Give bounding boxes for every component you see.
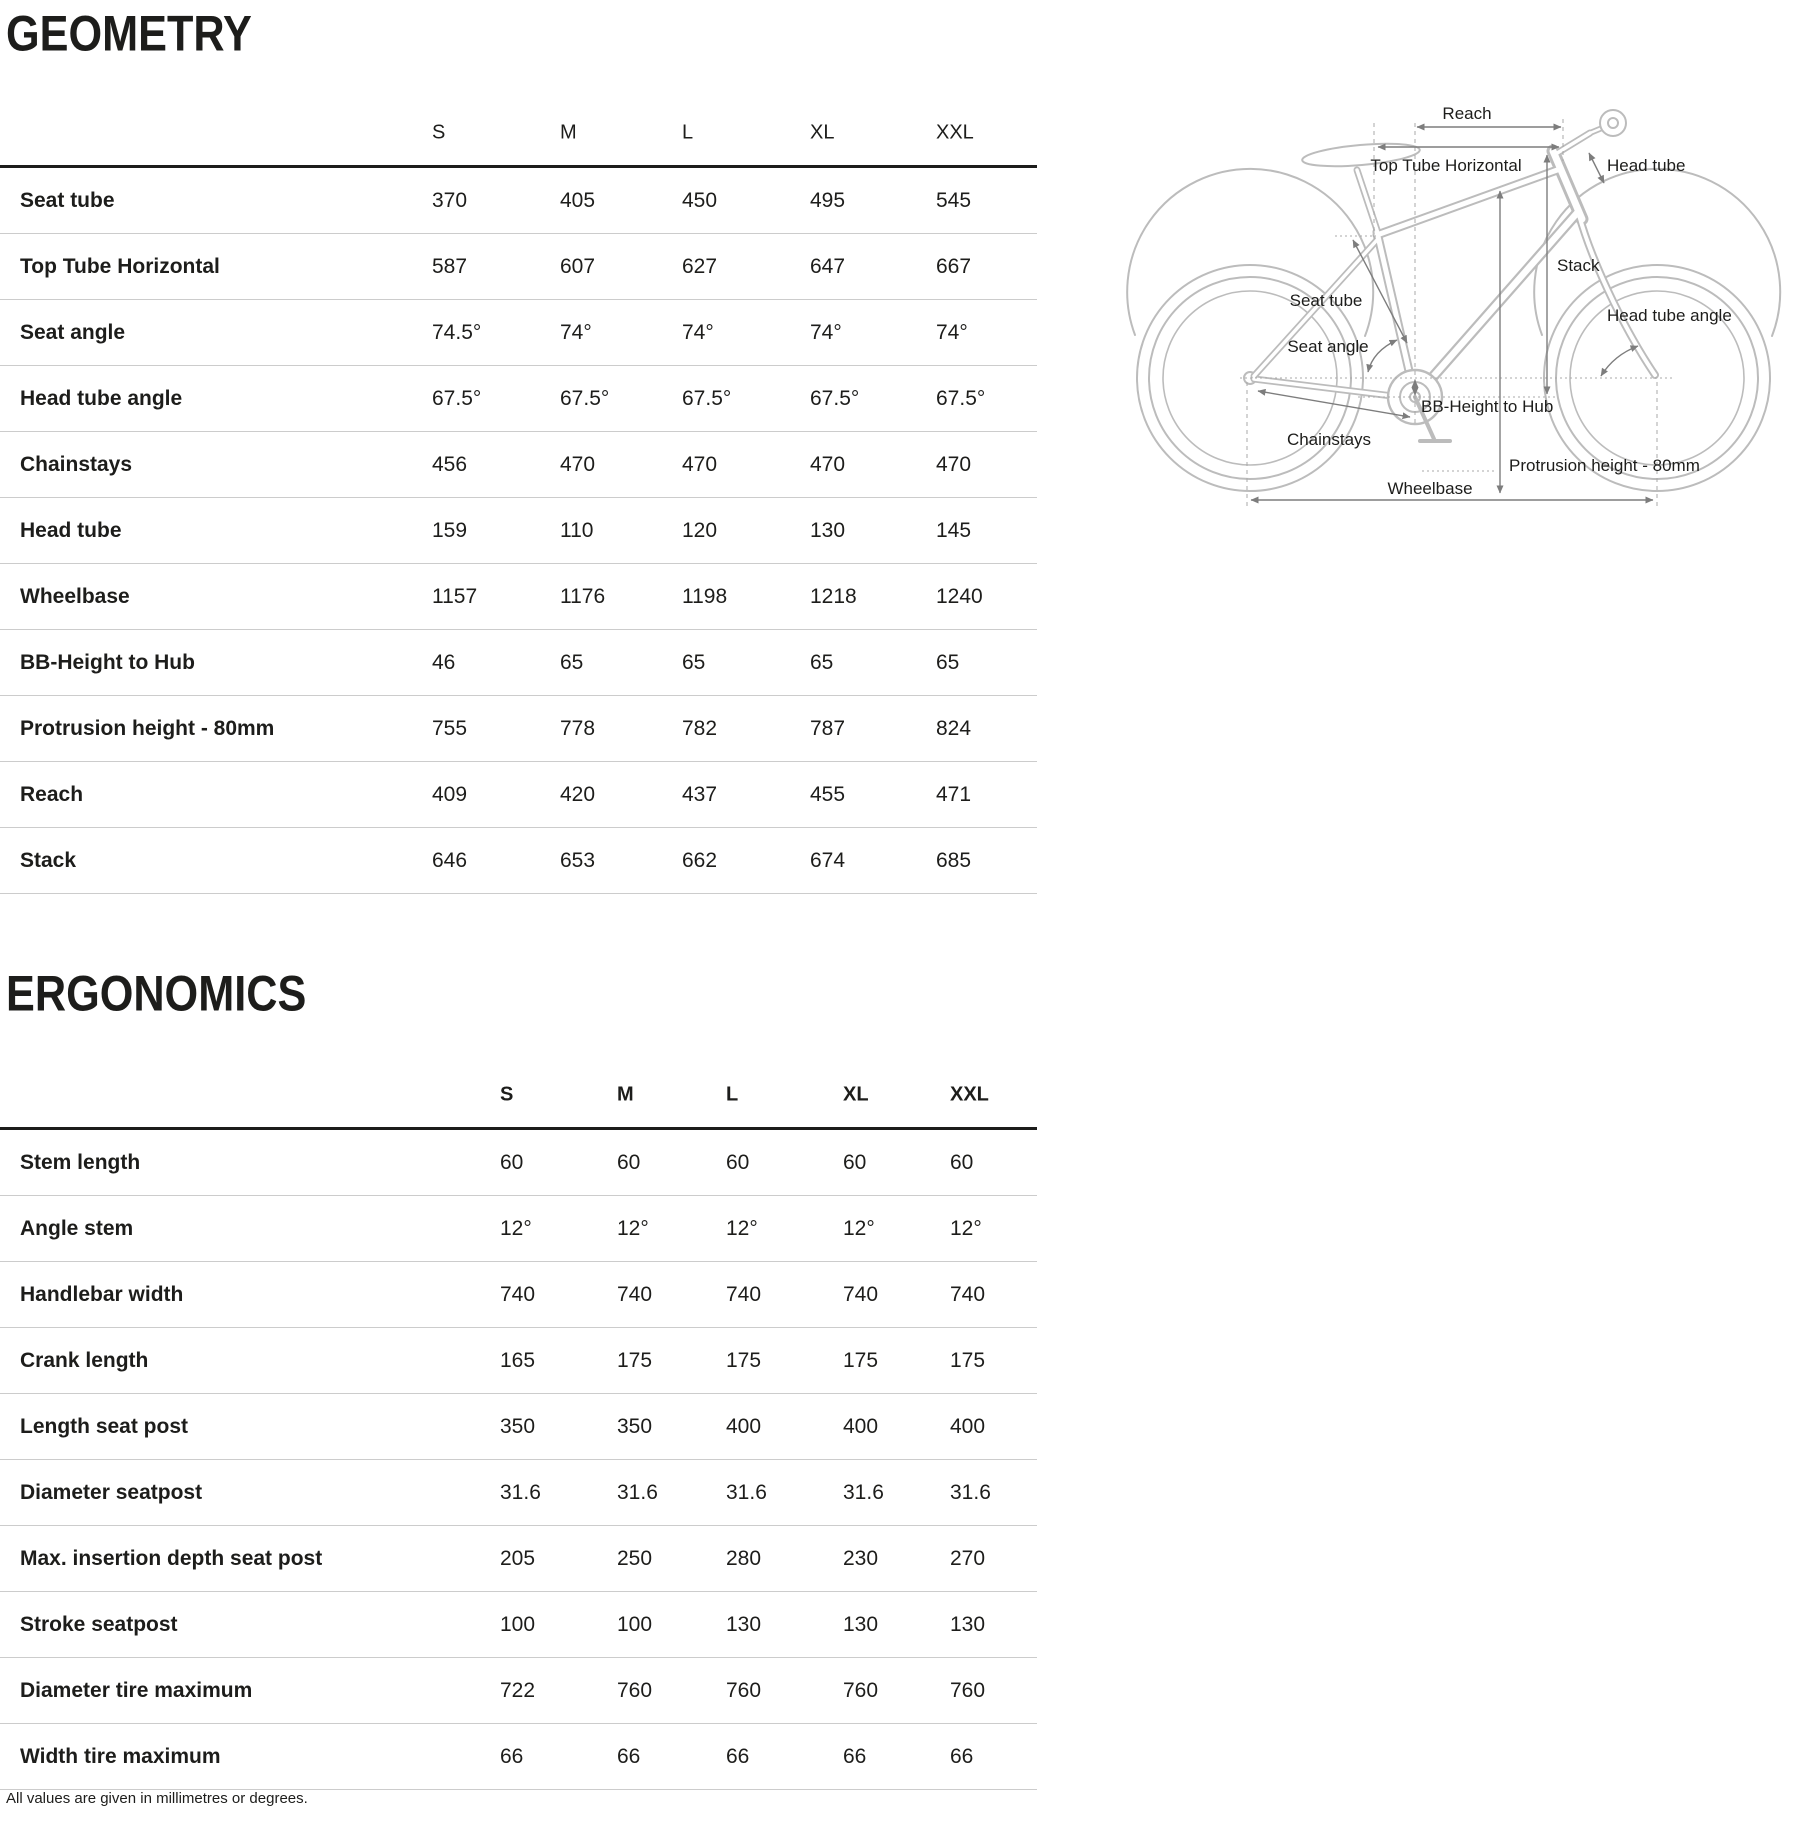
cell-value: 400 <box>843 1414 879 1438</box>
diagram-label-seat-angle: Seat angle <box>1287 337 1369 356</box>
cell-value: 740 <box>843 1282 879 1306</box>
row-label: Stroke seatpost <box>20 1612 178 1636</box>
table-row <box>0 1460 1037 1526</box>
cell-value: 405 <box>560 188 596 212</box>
cell-value: 145 <box>936 518 972 542</box>
cell-value: 270 <box>950 1546 986 1570</box>
cell-value: 545 <box>936 188 972 212</box>
diagram-label-top-tube: Top Tube Horizontal <box>1370 156 1522 175</box>
cell-value: 400 <box>726 1414 762 1438</box>
cell-value: 66 <box>843 1744 867 1768</box>
cell-value: 74° <box>560 320 592 344</box>
cell-value: 662 <box>682 848 718 872</box>
diagram-label-head-tube: Head tube <box>1607 156 1686 175</box>
row-values <box>0 168 1037 233</box>
row-label: BB-Height to Hub <box>20 650 195 674</box>
cell-value: 12° <box>500 1216 532 1240</box>
table-row <box>0 1724 1037 1790</box>
cell-value: 778 <box>560 716 596 740</box>
cell-value: 420 <box>560 782 596 806</box>
size-column-header: L <box>682 121 694 143</box>
table-row <box>0 1526 1037 1592</box>
cell-value: 67.5° <box>432 386 482 410</box>
ergonomics-table-header <box>0 1062 1037 1130</box>
table-row <box>0 498 1037 564</box>
cell-value: 456 <box>432 452 468 476</box>
size-column-header: M <box>560 121 577 143</box>
cell-value: 60 <box>726 1150 750 1174</box>
cell-value: 740 <box>950 1282 986 1306</box>
cell-value: 470 <box>682 452 718 476</box>
table-row <box>0 1394 1037 1460</box>
cell-value: 130 <box>726 1612 762 1636</box>
cell-value: 470 <box>560 452 596 476</box>
cell-value: 130 <box>843 1612 879 1636</box>
table-row <box>0 432 1037 498</box>
cell-value: 647 <box>810 254 846 278</box>
cell-value: 31.6 <box>843 1480 884 1504</box>
cell-value: 627 <box>682 254 718 278</box>
row-values <box>0 1328 1037 1393</box>
row-values <box>0 1526 1037 1591</box>
row-label: Protrusion height - 80mm <box>20 716 275 740</box>
cell-value: 787 <box>810 716 846 740</box>
cell-value: 12° <box>950 1216 982 1240</box>
size-column-header: XL <box>810 121 835 143</box>
cell-value: 824 <box>936 716 972 740</box>
diagram-label-chainstays: Chainstays <box>1286 430 1372 449</box>
cell-value: 455 <box>810 782 846 806</box>
row-values <box>0 1394 1037 1459</box>
cell-value: 1176 <box>560 584 606 608</box>
row-label: Seat angle <box>20 320 126 344</box>
cell-value: 437 <box>682 782 718 806</box>
row-label: Stem length <box>20 1150 141 1174</box>
cell-value: 760 <box>950 1678 986 1702</box>
head-tube-arrow <box>1589 153 1604 183</box>
cell-value: 31.6 <box>726 1480 767 1504</box>
row-values <box>0 234 1037 299</box>
row-values <box>0 366 1037 431</box>
cell-value: 607 <box>560 254 596 278</box>
row-label: Wheelbase <box>20 584 130 608</box>
size-column-header: XXL <box>950 1083 989 1105</box>
diagram-label-seat-tube: Seat tube <box>1289 291 1363 310</box>
cell-value: 67.5° <box>560 386 610 410</box>
cell-value: 65 <box>810 650 834 674</box>
cell-value: 100 <box>500 1612 536 1636</box>
row-values <box>0 564 1037 629</box>
cell-value: 350 <box>500 1414 536 1438</box>
row-values <box>0 432 1037 497</box>
diagram-label-protrusion: Protrusion height - 80mm <box>1509 456 1700 475</box>
cell-value: 760 <box>617 1678 653 1702</box>
table-row <box>0 1196 1037 1262</box>
table-row <box>0 1130 1037 1196</box>
cell-value: 740 <box>617 1282 653 1306</box>
row-label: Top Tube Horizontal <box>20 254 220 278</box>
bike-geometry-diagram <box>1110 95 1800 525</box>
table-row <box>0 1328 1037 1394</box>
diagram-label-reach: Reach <box>1442 104 1492 123</box>
size-column-header: XXL <box>936 121 974 143</box>
size-column-header: M <box>617 1083 634 1105</box>
row-values <box>0 1130 1037 1195</box>
cell-value: 65 <box>560 650 584 674</box>
cell-value: 370 <box>432 188 468 212</box>
table-row <box>0 300 1037 366</box>
ergonomics-section-title: ERGONOMICS <box>6 965 307 1022</box>
cell-value: 66 <box>950 1744 974 1768</box>
ergonomics-table-body <box>0 1130 1037 1790</box>
cell-value: 67.5° <box>936 386 986 410</box>
cell-value: 74.5° <box>432 320 482 344</box>
size-column-header: L <box>726 1083 739 1105</box>
cell-value: 31.6 <box>950 1480 991 1504</box>
cell-value: 646 <box>432 848 468 872</box>
handlebar-grip <box>1600 110 1626 136</box>
cell-value: 740 <box>500 1282 536 1306</box>
cell-value: 12° <box>726 1216 758 1240</box>
cell-value: 31.6 <box>500 1480 541 1504</box>
row-values <box>0 1460 1037 1525</box>
row-values <box>0 696 1037 761</box>
cell-value: 60 <box>950 1150 974 1174</box>
cell-value: 175 <box>950 1348 986 1372</box>
cell-value: 782 <box>682 716 718 740</box>
cell-value: 722 <box>500 1678 536 1702</box>
row-values <box>0 1196 1037 1261</box>
cell-value: 67.5° <box>810 386 860 410</box>
row-label: Head tube <box>20 518 122 542</box>
cell-value: 31.6 <box>617 1480 658 1504</box>
row-values <box>0 1592 1037 1657</box>
row-label: Angle stem <box>20 1216 134 1240</box>
cell-value: 46 <box>432 650 456 674</box>
cell-value: 65 <box>682 650 706 674</box>
cell-value: 470 <box>810 452 846 476</box>
row-label: Chainstays <box>20 452 133 476</box>
cell-value: 450 <box>682 188 718 212</box>
cell-value: 74° <box>810 320 842 344</box>
row-values <box>0 630 1037 695</box>
diagram-label-head-tube-angle: Head tube angle <box>1607 306 1732 325</box>
cell-value: 674 <box>810 848 846 872</box>
row-values <box>0 1724 1037 1789</box>
diagram-label-bb-height: BB-Height to Hub <box>1421 397 1554 416</box>
head-tube-angle-arc <box>1601 346 1638 376</box>
table-row <box>0 168 1037 234</box>
row-values <box>0 762 1037 827</box>
row-label: Reach <box>20 782 84 806</box>
table-row <box>0 1262 1037 1328</box>
cell-value: 100 <box>617 1612 653 1636</box>
table-row <box>0 1592 1037 1658</box>
seat-angle-arc <box>1368 340 1397 372</box>
row-values <box>0 498 1037 563</box>
cell-value: 159 <box>432 518 468 542</box>
row-label: Crank length <box>20 1348 149 1372</box>
geometry-table-header <box>0 100 1037 168</box>
table-row <box>0 828 1037 894</box>
cell-value: 685 <box>936 848 972 872</box>
cell-value: 66 <box>617 1744 641 1768</box>
units-footnote: All values are given in millimetres or degrees. <box>6 1790 308 1807</box>
table-row <box>0 366 1037 432</box>
cell-value: 1218 <box>810 584 857 608</box>
cell-value: 1157 <box>432 584 478 608</box>
row-label: Length seat post <box>20 1414 189 1438</box>
geometry-table-body <box>0 168 1037 894</box>
table-row <box>0 1658 1037 1724</box>
cell-value: 280 <box>726 1546 762 1570</box>
cell-value: 67.5° <box>682 386 732 410</box>
cell-value: 400 <box>950 1414 986 1438</box>
geometry-section-title: GEOMETRY <box>6 5 252 62</box>
cell-value: 495 <box>810 188 846 212</box>
row-label: Diameter seatpost <box>20 1480 203 1504</box>
cell-value: 755 <box>432 716 468 740</box>
row-values <box>0 1262 1037 1327</box>
cell-value: 74° <box>682 320 714 344</box>
row-label: Max. insertion depth seat post <box>20 1546 323 1570</box>
cell-value: 65 <box>936 650 960 674</box>
geometry-size-columns <box>0 100 1037 165</box>
geometry-table <box>0 100 1037 894</box>
cell-value: 66 <box>500 1744 524 1768</box>
cell-value: 74° <box>936 320 968 344</box>
cell-value: 1240 <box>936 584 983 608</box>
cell-value: 130 <box>810 518 846 542</box>
row-label: Head tube angle <box>20 386 183 410</box>
cell-value: 130 <box>950 1612 986 1636</box>
cell-value: 66 <box>726 1744 750 1768</box>
ergonomics-size-columns <box>0 1062 1037 1127</box>
cell-value: 250 <box>617 1546 653 1570</box>
cell-value: 409 <box>432 782 468 806</box>
cell-value: 350 <box>617 1414 653 1438</box>
ergonomics-table <box>0 1062 1037 1790</box>
row-label: Diameter tire maximum <box>20 1678 253 1702</box>
row-label: Width tire maximum <box>20 1744 221 1768</box>
cell-value: 175 <box>617 1348 653 1372</box>
cell-value: 653 <box>560 848 596 872</box>
cell-value: 740 <box>726 1282 762 1306</box>
cell-value: 12° <box>617 1216 649 1240</box>
cell-value: 1198 <box>682 584 728 608</box>
row-label: Handlebar width <box>20 1282 184 1306</box>
table-row <box>0 564 1037 630</box>
table-row <box>0 630 1037 696</box>
row-label: Seat tube <box>20 188 115 212</box>
cell-value: 12° <box>843 1216 875 1240</box>
cell-value: 60 <box>500 1150 524 1174</box>
cell-value: 470 <box>936 452 972 476</box>
cell-value: 110 <box>560 518 594 542</box>
cell-value: 60 <box>617 1150 641 1174</box>
cell-value: 60 <box>843 1150 867 1174</box>
row-label: Stack <box>20 848 77 872</box>
cell-value: 230 <box>843 1546 879 1570</box>
cell-value: 587 <box>432 254 468 278</box>
cell-value: 175 <box>843 1348 879 1372</box>
cell-value: 175 <box>726 1348 762 1372</box>
table-row <box>0 234 1037 300</box>
diagram-label-stack: Stack <box>1557 256 1600 275</box>
cell-value: 120 <box>682 518 718 542</box>
cell-value: 760 <box>726 1678 762 1702</box>
size-column-header: S <box>432 121 446 143</box>
cell-value: 165 <box>500 1348 536 1372</box>
cell-value: 667 <box>936 254 972 278</box>
size-column-header: S <box>500 1083 514 1105</box>
row-values <box>0 1658 1037 1723</box>
diagram-label-wheelbase: Wheelbase <box>1387 479 1473 498</box>
row-values <box>0 828 1037 893</box>
cell-value: 760 <box>843 1678 879 1702</box>
table-row <box>0 762 1037 828</box>
cell-value: 205 <box>500 1546 536 1570</box>
table-row <box>0 696 1037 762</box>
size-column-header: XL <box>843 1083 869 1105</box>
row-values <box>0 300 1037 365</box>
cell-value: 471 <box>936 782 972 806</box>
